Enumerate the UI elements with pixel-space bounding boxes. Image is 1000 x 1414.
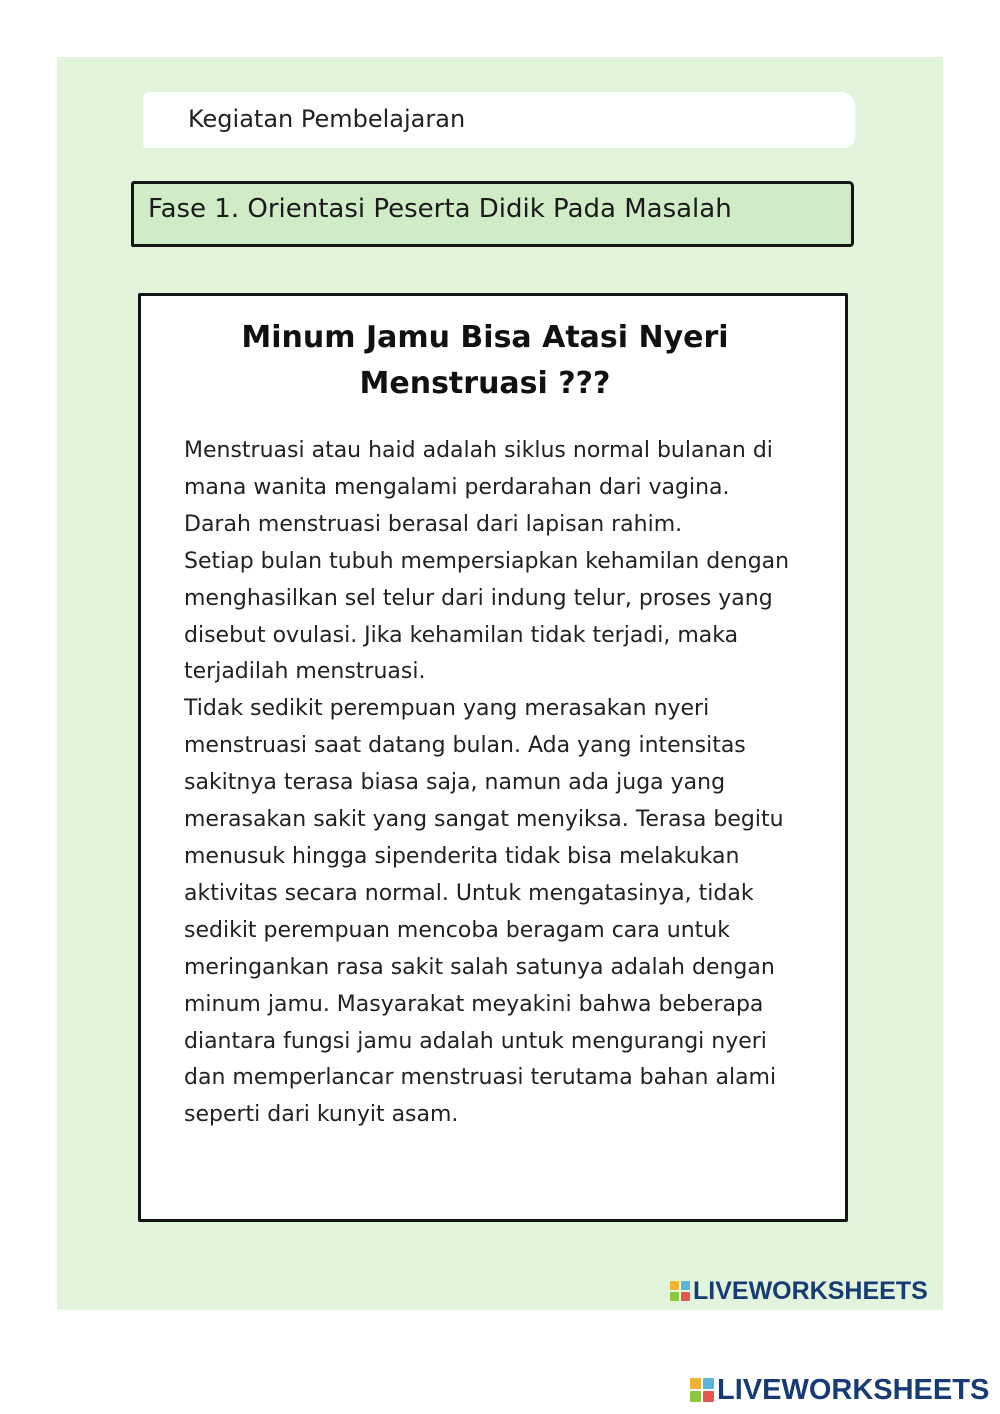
mark-square [703,1391,714,1402]
mark-square [681,1292,690,1301]
article-body-line: sedikit perempuan mencoba beragam cara untuk [184,917,730,943]
mark-square [690,1391,701,1402]
mark-square [703,1378,714,1389]
article-body-line: Setiap bulan tubuh mempersiapkan kehamilan dengan [184,548,790,574]
liveworksheets-logo-text: LIVEWORKSHEETS [693,1276,928,1305]
article-body-line: dan memperlancar menstruasi terutama bahan alami [184,1065,777,1091]
article-body-line: minum jamu. Masyarakat meyakini bahwa beberapa [184,991,764,1017]
article-body-line: Tidak sedikit perempuan yang merasakan nyeri [184,696,710,722]
article-body-line: Menstruasi atau haid adalah siklus normal bulanan di [184,438,773,463]
article-body [184,433,824,1134]
liveworksheets-logo-footer[interactable] [690,1373,989,1407]
article-body-line: disebut ovulasi. Jika kehamilan tidak terjadi, maka [184,622,739,648]
liveworksheets-logo-inner [670,1276,928,1306]
article-body-line: meringankan rasa sakit salah satunya adalah dengan [184,954,775,980]
article-body-line: Darah menstruasi berasal dari lapisan rahim. [184,511,683,537]
article-body-line: sakitnya terasa biasa saja, namun ada juga yang [184,770,726,796]
liveworksheets-mark-icon [690,1378,714,1402]
article-body-line: menusuk hingga sipenderita tidak bisa melakukan [184,843,740,869]
mark-square [690,1378,701,1389]
liveworksheets-logo-text: LIVEWORKSHEETS [717,1373,990,1406]
mark-square [670,1281,679,1290]
mark-square [681,1281,690,1290]
article-body-line: terjadilah menstruasi. [184,659,426,685]
article-body-line: diantara fungsi jamu adalah untuk mengurangi nyeri [184,1028,767,1054]
article-body-line: menstruasi saat datang bulan. Ada yang intensitas [184,733,746,759]
banner-text: Kegiatan Pembelajaran [188,105,466,133]
mark-square [670,1292,679,1301]
phase-title: Fase 1. Orientasi Peserta Didik Pada Masalah [148,194,732,224]
liveworksheets-mark-icon [670,1281,690,1301]
article-title-line: Minum Jamu Bisa Atasi Nyeri [241,320,729,355]
article-title-line: Menstruasi ??? [359,366,611,401]
article-body-line: mana wanita mengalami perdarahan dari vagina. [184,474,730,500]
article-body-line: aktivitas secara normal. Untuk mengatasinya, tidak [184,880,754,906]
article-body-line: menghasilkan sel telur dari indung telur, proses yang [184,585,773,611]
article-title [175,315,795,407]
article-body-line: seperti dari kunyit asam. [184,1102,459,1128]
article-body-line: merasakan sakit yang sangat menyiksa. Terasa begitu [184,807,784,833]
